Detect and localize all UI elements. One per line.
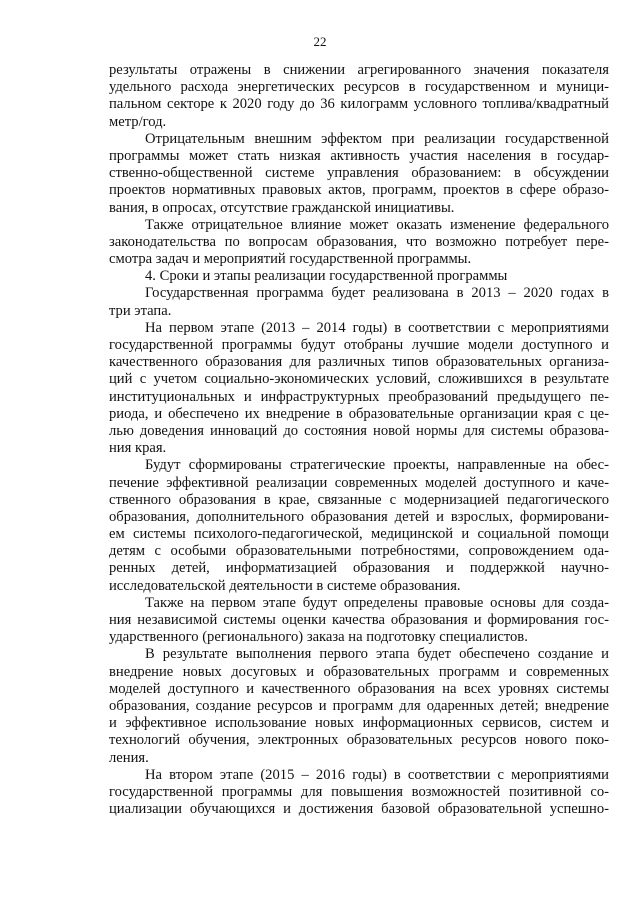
text-line: исследовательской деятельности в системе образования.	[109, 577, 461, 594]
text-line: Также на первом этапе будут определены правовые основы для созда-	[145, 594, 609, 611]
text-line: Также отрицательное влияние может оказать изменение федерального	[145, 216, 609, 233]
text-line: ций с учетом социально-экономических условий, сложившихся в результате	[109, 371, 609, 388]
text-line: законодательства по вопросам образования, что возможно потребует пере-	[109, 233, 609, 250]
text-line: ственного образования в крае, связанные с модернизацией педагогического	[109, 491, 609, 508]
text-line: вания, в опросах, отсутствие гражданской инициативы.	[109, 199, 455, 216]
text-line: моделей доступного и качественного образования на всех уровнях системы	[109, 680, 609, 697]
text-line: В результате выполнения первого этапа будет обеспечено создание и	[145, 646, 609, 663]
page-number: 22	[313, 34, 327, 49]
text-line: ния независимой системы оценки качества образования и формирования гос-	[109, 612, 609, 628]
text-line: метр/год.	[109, 113, 167, 130]
text-line: образования, создание ресурсов и программ для одаренных детей; внедрение	[109, 697, 609, 714]
text-line: государственной программы будут отобраны лучшие модели доступного и	[109, 337, 609, 353]
text-line: На втором этапе (2015 – 2016 годы) в соответствии с мероприятиями	[145, 766, 609, 783]
text-line: государственной программы для повышения возможностей позитивной со-	[109, 783, 609, 800]
text-line: циализации обучающихся и достижения базовой образовательной успешно-	[109, 801, 609, 818]
text-line: лью доведения инноваций до состояния новой нормы для системы образова-	[109, 422, 609, 439]
text-line: Будут сформированы стратегические проекты, направленные на обес-	[145, 457, 609, 474]
text-line: ления.	[109, 749, 149, 766]
text-line: проектов нормативных правовых актов, программ, проектов в сфере образо-	[109, 182, 609, 199]
text-line: смотра задач и мероприятий государственной программы.	[109, 251, 472, 268]
text-line: Государственная программа будет реализована в 2013 – 2020 годах в	[145, 285, 609, 302]
text-line: результаты отражены в снижении агрегированного значения показателя	[109, 62, 609, 78]
text-line: пальном секторе к 2020 году до 36 килограмм условного топлива/квадратный	[109, 96, 609, 113]
text-line: образования, дополнительного образования детей и взрослых, формировани-	[109, 508, 609, 525]
text-line: ударственного (регионального) заказа на подготовку специалистов.	[109, 629, 528, 646]
text-line: ния края.	[109, 440, 167, 457]
text-line: детям с особыми образовательными потребностями, сопровождением ода-	[109, 543, 609, 560]
text-line: три этапа.	[109, 302, 172, 319]
text-line: ем системы психолого-педагогической, медицинской и социальной помощи	[109, 526, 609, 543]
text-line: программы может стать низкая активность участия населения в государ-	[109, 147, 609, 164]
text-line: Отрицательным внешним эффектом при реализации государственной	[145, 130, 609, 147]
text-line: и эффективное использование новых информационных сервисов, систем и	[109, 715, 609, 732]
text-line: риода, и обеспечено их внедрение в образовательные организации края с це-	[109, 405, 609, 422]
text-line: печение эффективной реализации современных моделей доступного и каче-	[109, 474, 609, 491]
body-text	[109, 62, 609, 818]
text-line: На первом этапе (2013 – 2014 годы) в соответствии с мероприятиями	[145, 319, 609, 336]
text-line: институциональных и инфраструктурных преобразований предыдущего пе-	[109, 388, 609, 405]
text-line: качественного образования для различных типов образовательных организа-	[109, 354, 609, 371]
text-line: внедрение новых досуговых и образовательных программ и современных	[109, 663, 609, 680]
text-line: удельного расхода энергетических ресурсов в государственном и муници-	[109, 79, 609, 96]
section-heading: 4. Сроки и этапы реализации государственной программы	[145, 268, 508, 285]
text-line: ренных детей, информатизацией образования и поддержкой научно-	[109, 560, 609, 577]
text-line: ственно-общественной системе управления образованием: в обсуждении	[109, 165, 609, 182]
text-line: технологий обучения, электронных образовательных ресурсов нового поко-	[109, 732, 609, 749]
